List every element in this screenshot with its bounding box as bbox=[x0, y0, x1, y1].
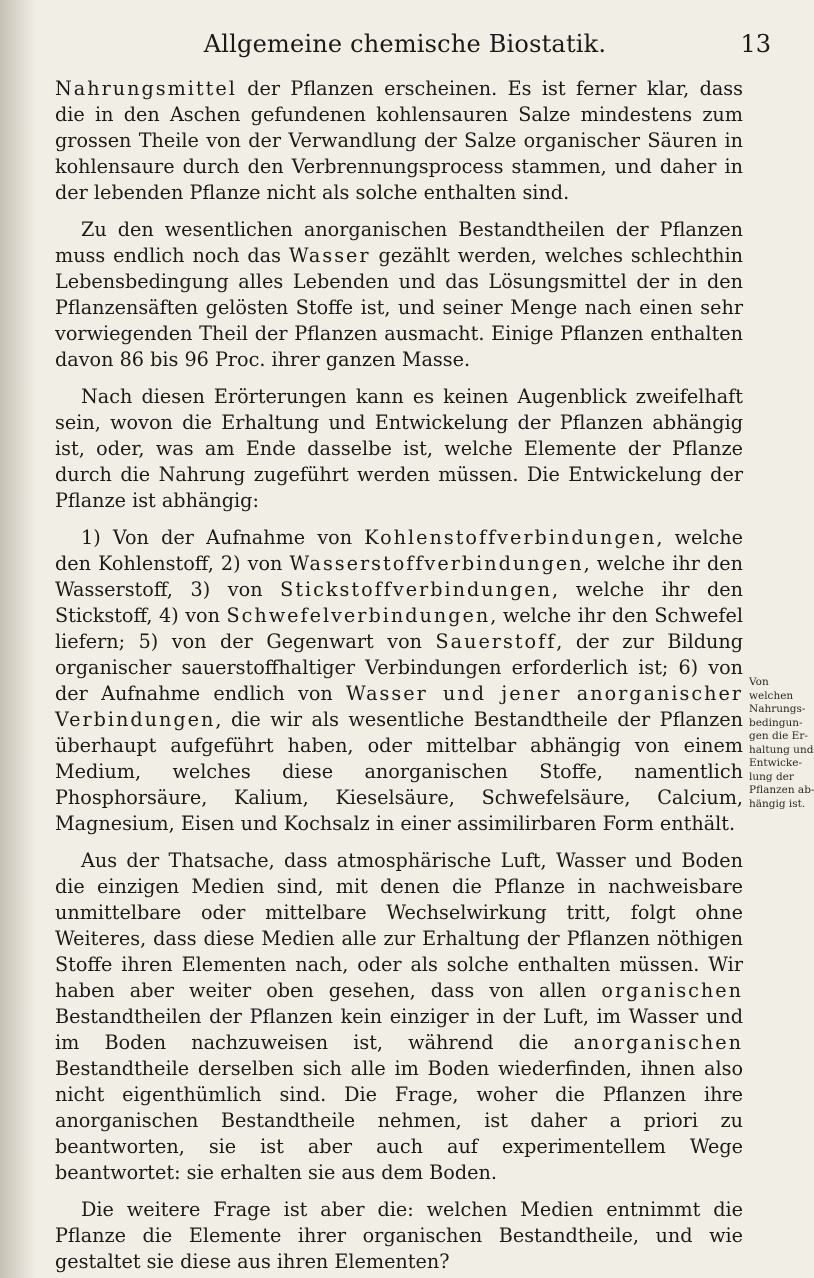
spaced-term: Sauerstoff bbox=[435, 630, 557, 653]
spaced-term: anorganischen bbox=[573, 1031, 743, 1054]
paragraph-2: Zu den wesentlichen anorganischen Bestandtheilen der Pflanzen muss endlich noch das Wasser gezählt werden, welches schlechthin Lebensbedingung alles Lebenden und das Lösungsmittel der in den Pflanzensäften gelösten Stoffe ist, und seiner Menge nach einen sehr vorwiegenden Theil der Pflanzen ausmacht. Einige Pflanzen enthalten davon 86 bis 96 Proc. ihrer ganzen Masse. bbox=[55, 218, 743, 371]
running-header bbox=[55, 30, 775, 66]
page-number: 13 bbox=[740, 30, 771, 58]
margin-note-line: bedingun- bbox=[749, 716, 803, 729]
paragraph-1: Nahrungsmittel der Pflanzen erscheinen. Es ist ferner klar, dass die in den Aschen gefundenen kohlensauren Salze mindestens zum grossen Theile von der Verwandlung der Salze organischer Säuren in kohlensaure durch den Verbrennungsprocess stammen, und daher in der lebenden Pflanze nicht als solche enthalten sind. bbox=[55, 77, 743, 204]
running-title: Allgemeine chemische Biostatik. bbox=[203, 30, 607, 58]
margin-note-line: Pflanzen ab- bbox=[749, 784, 814, 796]
margin-note-line: hängig ist. bbox=[749, 797, 806, 810]
spaced-term: Schwefelverbindungen bbox=[226, 604, 491, 627]
spaced-term: Kohlenstoffverbindungen bbox=[364, 526, 657, 549]
body-text bbox=[55, 76, 743, 1275]
paragraph-3: Nach diesen Erörterungen kann es keinen Augenblick zweifelhaft sein, wovon die Erhaltung und Entwickelung der Pflanzen abhängig ist, oder, was am Ende dasselbe ist, welche Elemente der Pflanze durch die Nahrung zugeführt werden müssen. Die Entwickelung der Pflanze ist abhängig: bbox=[55, 385, 743, 512]
paragraph-5: Aus der Thatsache, dass atmosphärische Luft, Wasser und Boden die einzigen Medien sind, mit denen die Pflanze in nachweisbare unmittelbare oder mittelbare Wechselwirkung tritt, folgt ohne Weiteres, dass diese Medien alle zur Erhaltung der Pflanzen nöthigen Stoffe ihren Elementen nach, oder als solche enthalten müssen. Wir haben aber weiter oben gesehen, dass von allen organischen Bestandtheilen der Pflanzen kein einziger in der Luft, im Wasser und im Boden nachzuweisen ist, während die anorganischen Bestandtheile derselben sich alle im Boden wiederfinden, ihnen also nicht eigenthümlich sind. Die Frage, woher die Pflanzen ihre anorganischen Bestandtheile nehmen, ist daher a priori zu beantworten, sie ist aber auch auf experimentellem Wege beantwortet: sie erhalten sie aus dem Boden. bbox=[55, 849, 743, 1184]
paragraph-4: 1) Von der Aufnahme von Kohlenstoffverbindungen, welche den Kohlenstoff, 2) von Wasserstoffverbindungen, welche ihr den Wasserstoff, 3) von Stickstoffverbindungen, welche ihr den Stickstoff, 4) von Schwefelverbindungen, welche ihr den Schwefel liefern; 5) von der Gegenwart von Sauerstoff, der zur Bildung organischer sauerstoffhaltiger Verbindungen erforderlich ist; 6) von der Aufnahme endlich von Wasser und jener anorganischer Verbindungen, die wir als wesentliche Bestandtheile der Pflanzen überhaupt aufgeführt haben, oder mittelbar abhängig von einem Medium, welches diese anorganischen Stoffe, namentlich Phosphorsäure, Kalium, Kieselsäure, Schwefelsäure, Calcium, Magnesium, Eisen und Kochsalz in einer assimilirbaren Form enthält. bbox=[55, 526, 743, 835]
spaced-term: organischen bbox=[601, 979, 743, 1002]
margin-note-line: lung der bbox=[749, 770, 794, 783]
spaced-term: Stickstoffverbindungen bbox=[280, 578, 552, 601]
margin-note-line: Von bbox=[749, 676, 769, 688]
margin-note-line: gen die Er- bbox=[749, 730, 808, 742]
margin-note-line: Entwicke- bbox=[749, 757, 802, 769]
spaced-term: Wasser bbox=[288, 244, 371, 267]
margin-note bbox=[749, 676, 814, 811]
spaced-term: Wasserstoffverbindungen bbox=[289, 552, 584, 575]
page-binding-shadow bbox=[0, 0, 36, 1278]
spaced-term: Wasser und jener anorganischer Verbindungen bbox=[55, 682, 743, 731]
margin-note-line: Nahrungs- bbox=[749, 703, 806, 715]
margin-note-line: welchen bbox=[749, 689, 794, 702]
margin-note-line: haltung und bbox=[749, 743, 814, 756]
spaced-term: Nahrungsmittel bbox=[55, 77, 237, 100]
paragraph-6: Die weitere Frage ist aber die: welchen Medien entnimmt die Pflanze die Elemente ihrer organischen Bestandtheile, und wie gestaltet sie diese aus ihren Elementen? bbox=[55, 1198, 743, 1273]
